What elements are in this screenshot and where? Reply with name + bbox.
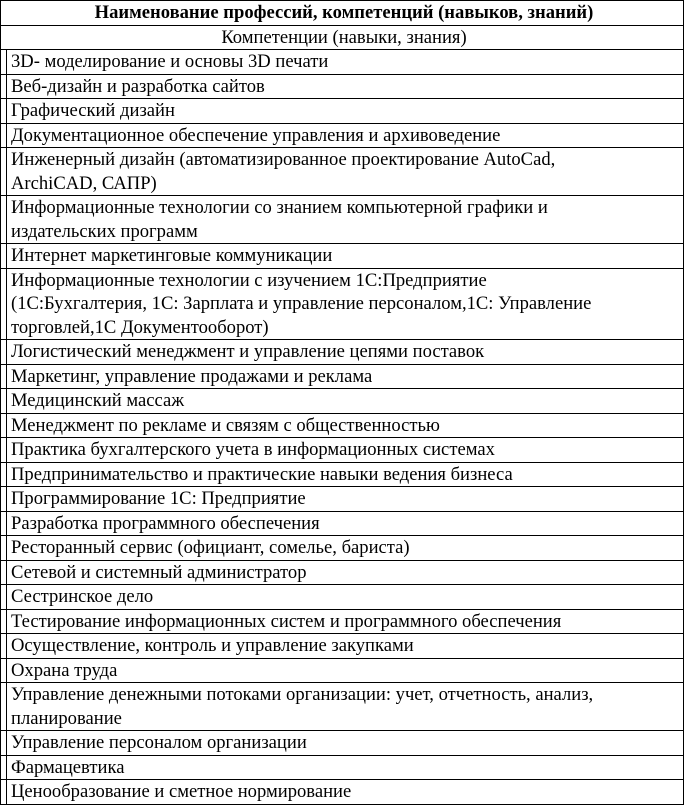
table-row [1,780,684,805]
table-row [1,609,684,634]
table-header: Наименование профессий, компетенций (навыков, знаний) [1,1,684,26]
table-row [1,658,684,683]
competency-name: Графический дизайн [7,99,684,124]
table-row [1,585,684,610]
competency-name: Маркетинг, управление продажами и реклама [7,364,684,389]
table-row [1,50,684,75]
competency-name: Информационные технологии со знанием компьютерной графики и издательских программ [7,196,684,244]
table-body [1,1,684,805]
competency-name: Фармацевтика [7,755,684,780]
table-row [1,340,684,365]
table-row [1,462,684,487]
competency-name: 3D- моделирование и основы 3D печати [7,50,684,75]
competency-name: Сетевой и системный администратор [7,560,684,585]
competency-name: Документационное обеспечение управления и архивоведение [7,123,684,148]
table-row [1,536,684,561]
competency-name: Сестринское дело [7,585,684,610]
competency-name: Менеджмент по рекламе и связям с общественностью [7,413,684,438]
table-row [1,683,684,731]
table-row [1,438,684,463]
table-row [1,268,684,340]
table-row [1,389,684,414]
competency-name: Тестирование информационных систем и программного обеспечения [7,609,684,634]
competency-name: Управление персоналом организации [7,731,684,756]
table-row [1,244,684,269]
competency-name: Осуществление, контроль и управление закупками [7,634,684,659]
competency-name: Ресторанный сервис (официант, сомелье, бариста) [7,536,684,561]
table-row [1,74,684,99]
competency-name: Инженерный дизайн (автоматизированное проектирование AutoCad, ArchiCAD, САПР) [7,148,684,196]
competency-name: Охрана труда [7,658,684,683]
table-row [1,99,684,124]
table-row [1,487,684,512]
table-row [1,511,684,536]
competency-name: Веб-дизайн и разработка сайтов [7,74,684,99]
table-row [1,731,684,756]
competency-name: Интернет маркетинговые коммуникации [7,244,684,269]
table-row [1,364,684,389]
competency-name: Разработка программного обеспечения [7,511,684,536]
subheader-row [1,25,684,50]
competency-name: Программирование 1С: Предприятие [7,487,684,512]
competency-name: Информационные технологии с изучением 1С:Предприятие (1С:Бухгалтерия, 1С: Зарплата и управление персоналом,1С: Управление торговлей,1С Документооборот) [7,268,684,340]
table-row [1,634,684,659]
table-row [1,148,684,196]
competency-name: Логистический менеджмент и управление цепями поставок [7,340,684,365]
competency-name: Ценообразование и сметное нормирование [7,780,684,805]
competency-name: Управление денежными потоками организации: учет, отчетность, анализ, планирование [7,683,684,731]
header-row [1,1,684,26]
table-row [1,196,684,244]
competency-name: Медицинский массаж [7,389,684,414]
competency-name: Практика бухгалтерского учета в информационных системах [7,438,684,463]
table-subheader: Компетенции (навыки, знания) [1,25,684,50]
table-row [1,123,684,148]
competency-name: Предпринимательство и практические навыки ведения бизнеса [7,462,684,487]
table-row [1,755,684,780]
table-row [1,413,684,438]
table-row [1,560,684,585]
